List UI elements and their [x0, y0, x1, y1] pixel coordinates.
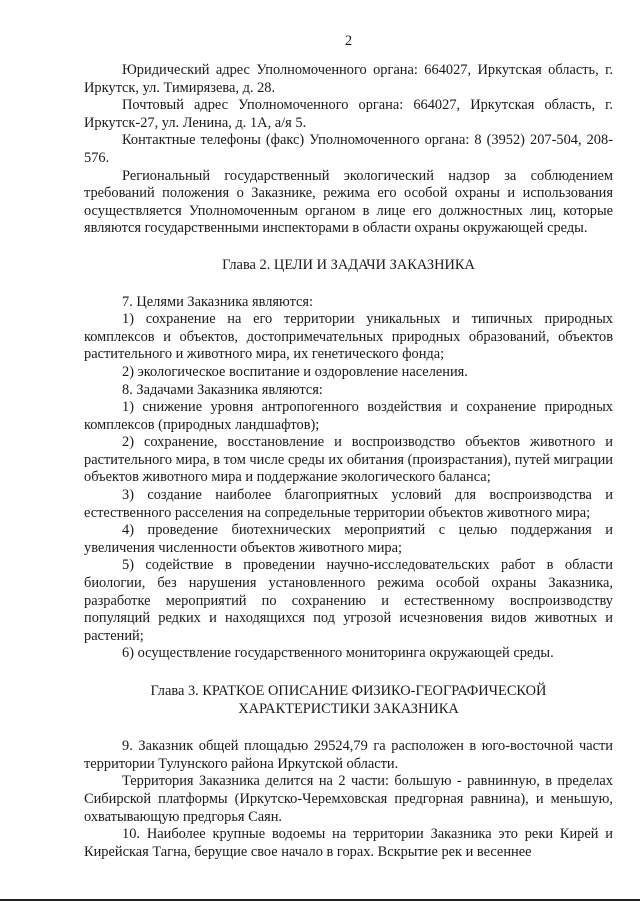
task-item-3: 3) создание наиболее благоприятных условий для воспроизводства и естественного расселения на сопредельные территории объектов животного мира;	[84, 487, 613, 521]
document-page	[84, 0, 613, 905]
goal-item-1: 1) сохранение на его территории уникальных и типичных природных комплексов и объектов, достопримечательных природных образований, объектов растительного и животного мира, их генетического фонда;	[84, 311, 613, 363]
postal-address-paragraph: Почтовый адрес Уполномоченного органа: 664027, Иркутская область, г. Иркутск-27, ул. Ленина, д. 1А, а/я 5.	[84, 97, 613, 131]
supervision-paragraph: Региональный государственный экологический надзор за соблюдением требований положения о Заказнике, режима его особой охраны и использования осуществляется Уполномоченным органом в лице его должностных лиц, которые являются государственными инспекторами в области охраны окружающей среды.	[84, 167, 613, 237]
task-item-4: 4) проведение биотехнических мероприятий с целью поддержания и увеличения численности объектов животного мира;	[84, 522, 613, 556]
goals-intro: 7. Целями Заказника являются:	[122, 293, 314, 310]
task-item-6: 6) осуществление государственного мониторинга окружающей среды.	[122, 645, 554, 662]
legal-address-paragraph: Юридический адрес Уполномоченного органа: 664027, Иркутская область, г. Иркутск, ул. Тимирязева, д. 28.	[84, 62, 613, 96]
chapter-3-heading	[84, 683, 613, 718]
tasks-intro: 8. Задачами Заказника являются:	[122, 381, 323, 398]
page-number: 2	[344, 33, 353, 49]
chapter-2-heading: Глава 2. ЦЕЛИ И ЗАДАЧИ ЗАКАЗНИКА	[222, 256, 475, 273]
task-item-5: 5) содействие в проведении научно-исследовательских работ в области биологии, без нарушения установленного режима особой охраны Заказника, разработке мероприятий по сохранению и естественному воспроизводству популяций редких и находящихся под угрозой исчезновения видов животных и растений;	[84, 557, 613, 644]
document-body	[84, 62, 613, 861]
territory-paragraph: Территория Заказника делится на 2 части: большую - равнинную, в пределах Сибирской платформы (Иркутско-Черемховская предгорная равнина), и меньшую, охватывающую предгорья Саян.	[84, 773, 613, 825]
scan-bottom-border	[0, 899, 640, 901]
contact-phones-paragraph: Контактные телефоны (факс) Уполномоченного органа: 8 (3952) 207-504, 208-576.	[84, 132, 613, 166]
area-paragraph: 9. Заказник общей площадью 29524,79 га расположен в юго-восточной части территории Тулунского района Иркутской области.	[84, 738, 613, 772]
goal-item-2: 2) экологическое воспитание и оздоровление населения.	[122, 363, 468, 380]
task-item-1: 1) снижение уровня антропогенного воздействия и сохранение природных комплексов (природных ландшафтов);	[84, 399, 613, 433]
chapter-3-heading-line-1: Глава 3. КРАТКОЕ ОПИСАНИЕ ФИЗИКО-ГЕОГРАФИЧЕСКОЙ	[150, 683, 547, 699]
task-item-2: 2) сохранение, восстановление и воспроизводство объектов животного и растительного мира, в том числе среды их обитания (произрастания), путей миграции объектов животного мира и поддержание экологического баланса;	[84, 434, 613, 486]
water-bodies-paragraph: 10. Наиболее крупные водоемы на территории Заказника это реки Кирей и Кирейская Тагна, берущие свое начало в горах. Вскрытие рек и весеннее	[84, 826, 613, 860]
chapter-3-heading-line-2: ХАРАКТЕРИСТИКИ ЗАКАЗНИКА	[238, 700, 459, 717]
